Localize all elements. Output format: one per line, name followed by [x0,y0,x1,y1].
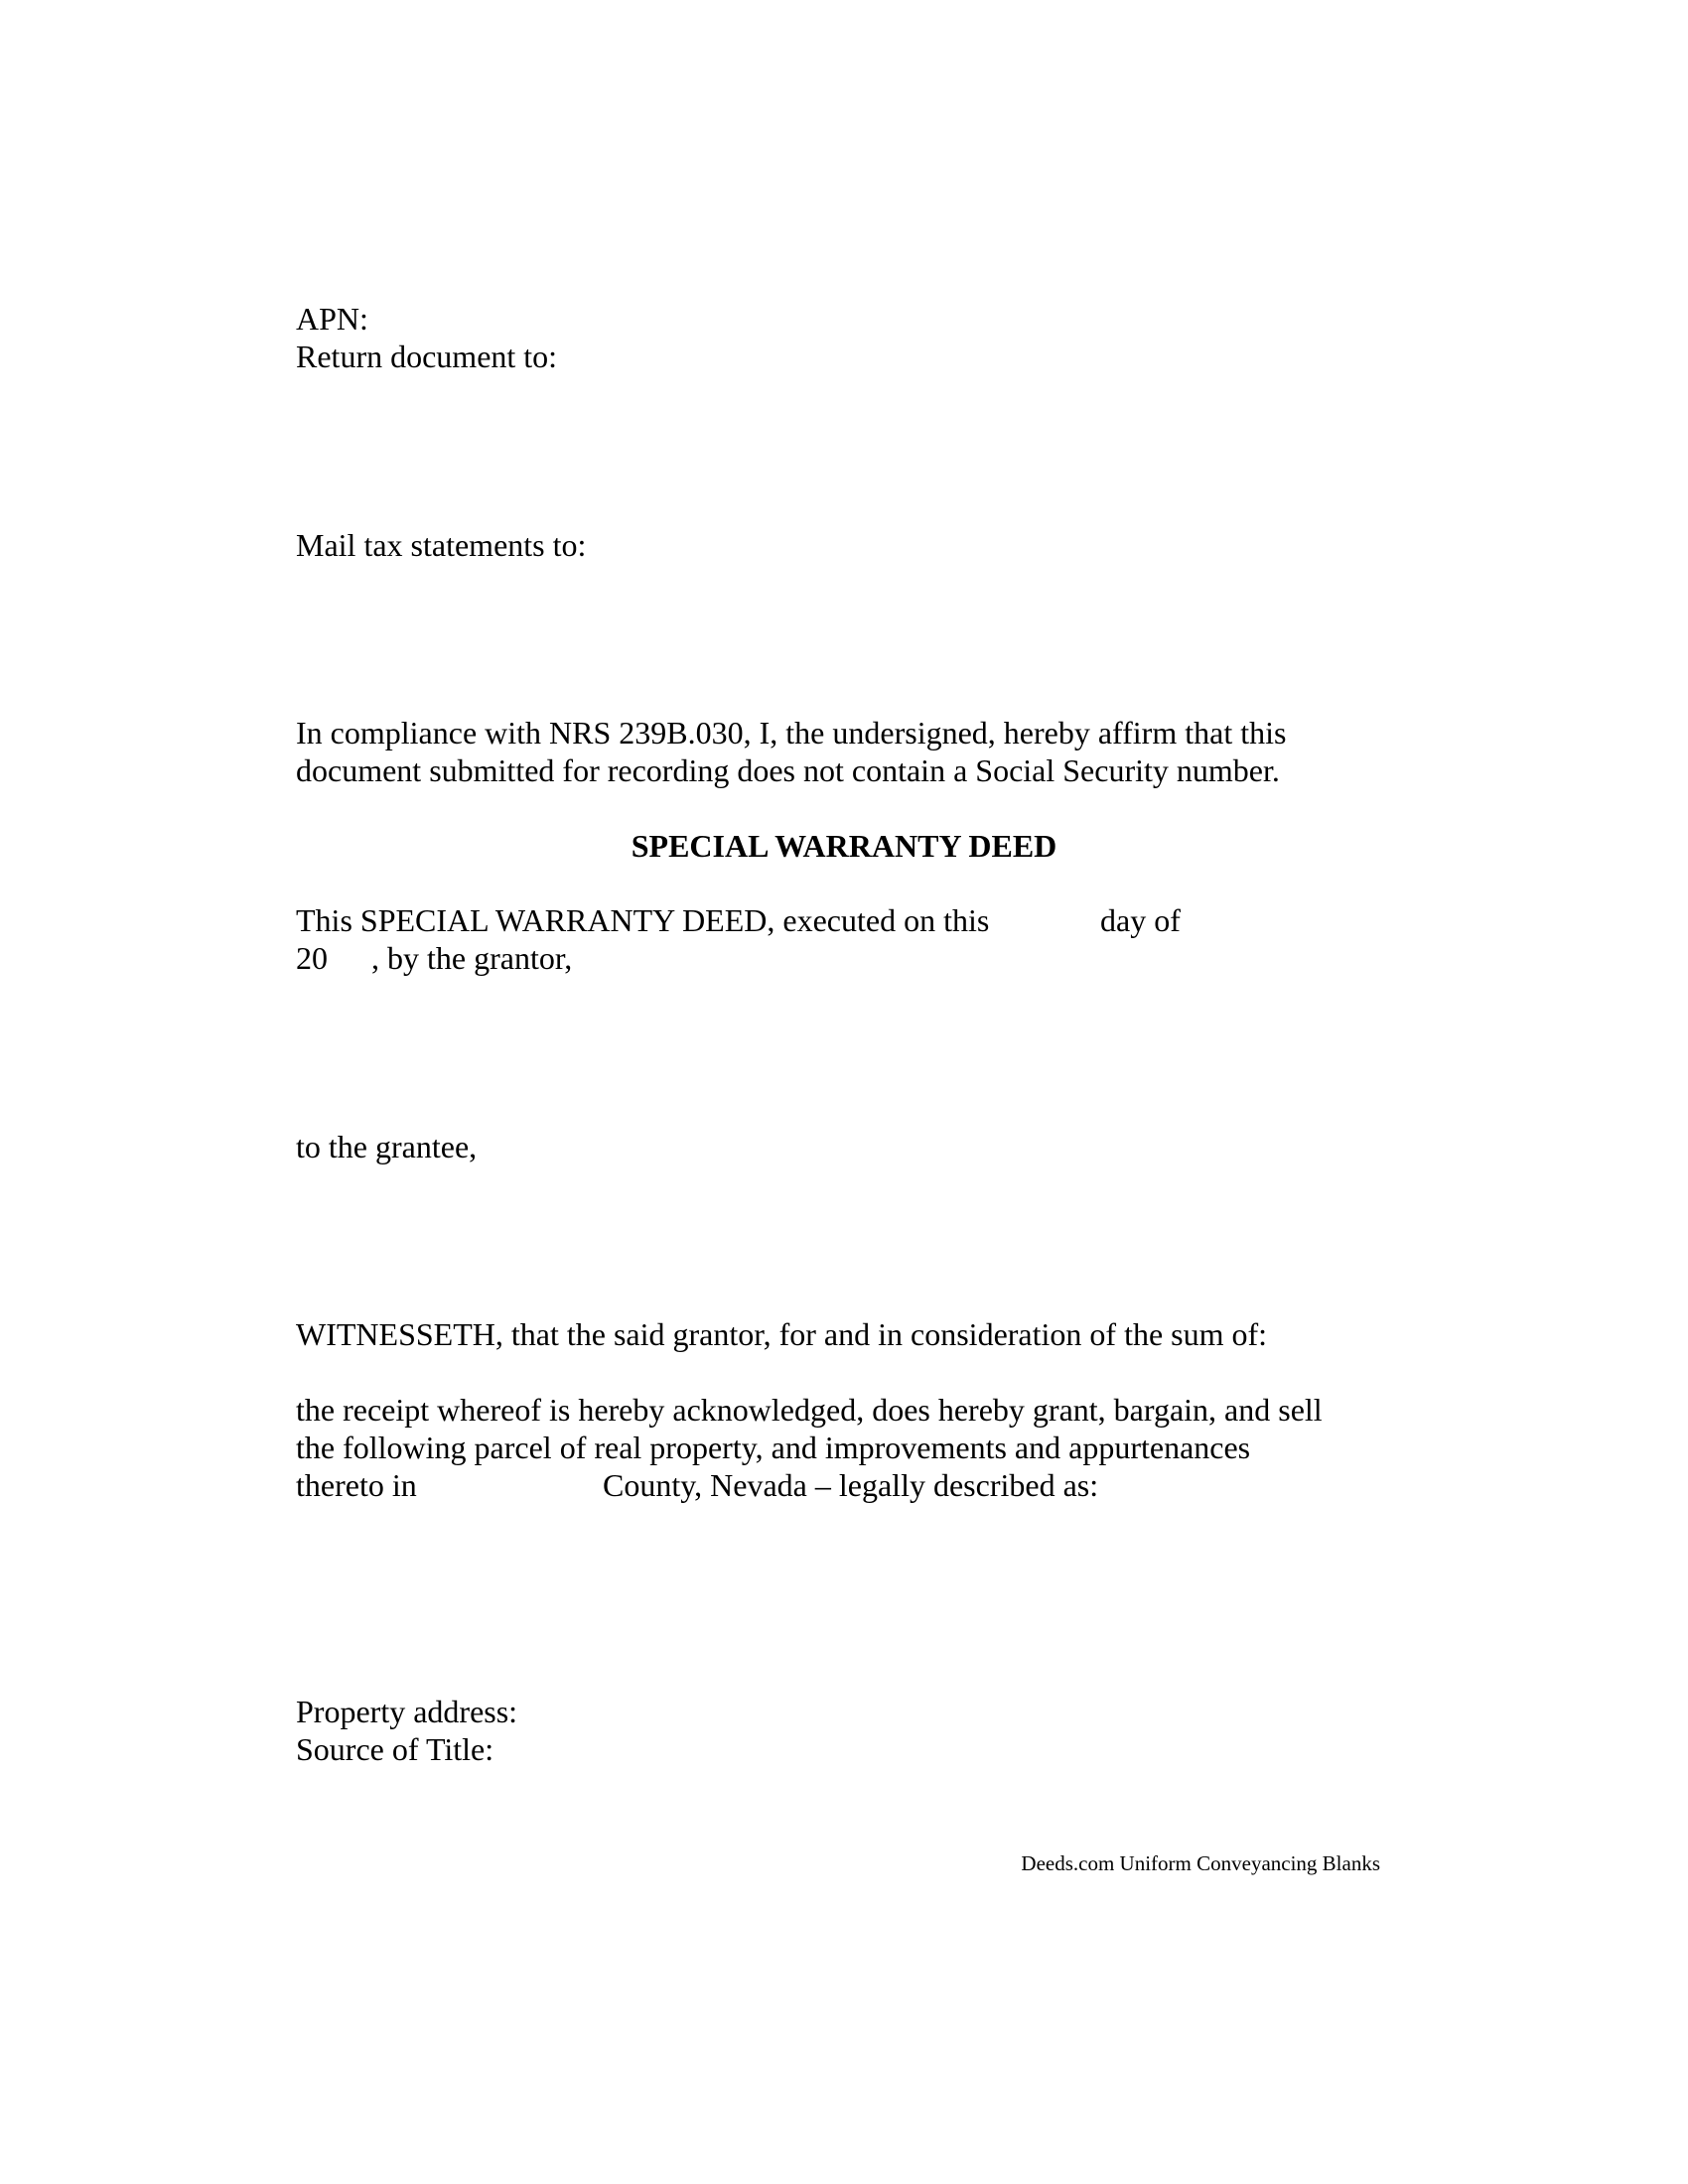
year-prefix: 20 [296,940,328,976]
grant-line-1: the receipt whereof is hereby acknowledged, does hereby grant, bargain, and sell [296,1392,1323,1428]
day-of-text: day of [1100,902,1181,938]
witnesseth-text: WITNESSETH, that the said grantor, for and in consideration of the sum of: [296,1316,1268,1352]
affirmation-line-2: document submitted for recording does not contain a Social Security number. [296,752,1280,788]
source-of-title-label: Source of Title: [296,1731,494,1767]
intro-text: This SPECIAL WARRANTY DEED, executed on this [296,902,990,938]
affirmation-line-1: In compliance with NRS 239B.030, I, the undersigned, hereby affirm that this [296,715,1287,751]
grantee-label: to the grantee, [296,1129,478,1164]
by-grantor-text: , by the grantor, [371,940,573,976]
thereto-in-text: thereto in [296,1467,417,1503]
grant-line-3 [296,1466,1289,1504]
grant-line-2: the following parcel of real property, and improvements and appurtenances [296,1430,1251,1465]
footer-text: Deeds.com Uniform Conveyancing Blanks [1021,1851,1380,1875]
document-title: SPECIAL WARRANTY DEED [631,828,1057,864]
return-document-label: Return document to: [296,339,558,374]
apn-label: APN: [296,301,368,337]
county-nevada-text: County, Nevada – legally described as: [603,1467,1099,1503]
intro-line-1 [296,901,1289,939]
mail-tax-statements-label: Mail tax statements to: [296,527,587,563]
intro-line-2 [296,939,892,977]
property-address-label: Property address: [296,1694,518,1729]
